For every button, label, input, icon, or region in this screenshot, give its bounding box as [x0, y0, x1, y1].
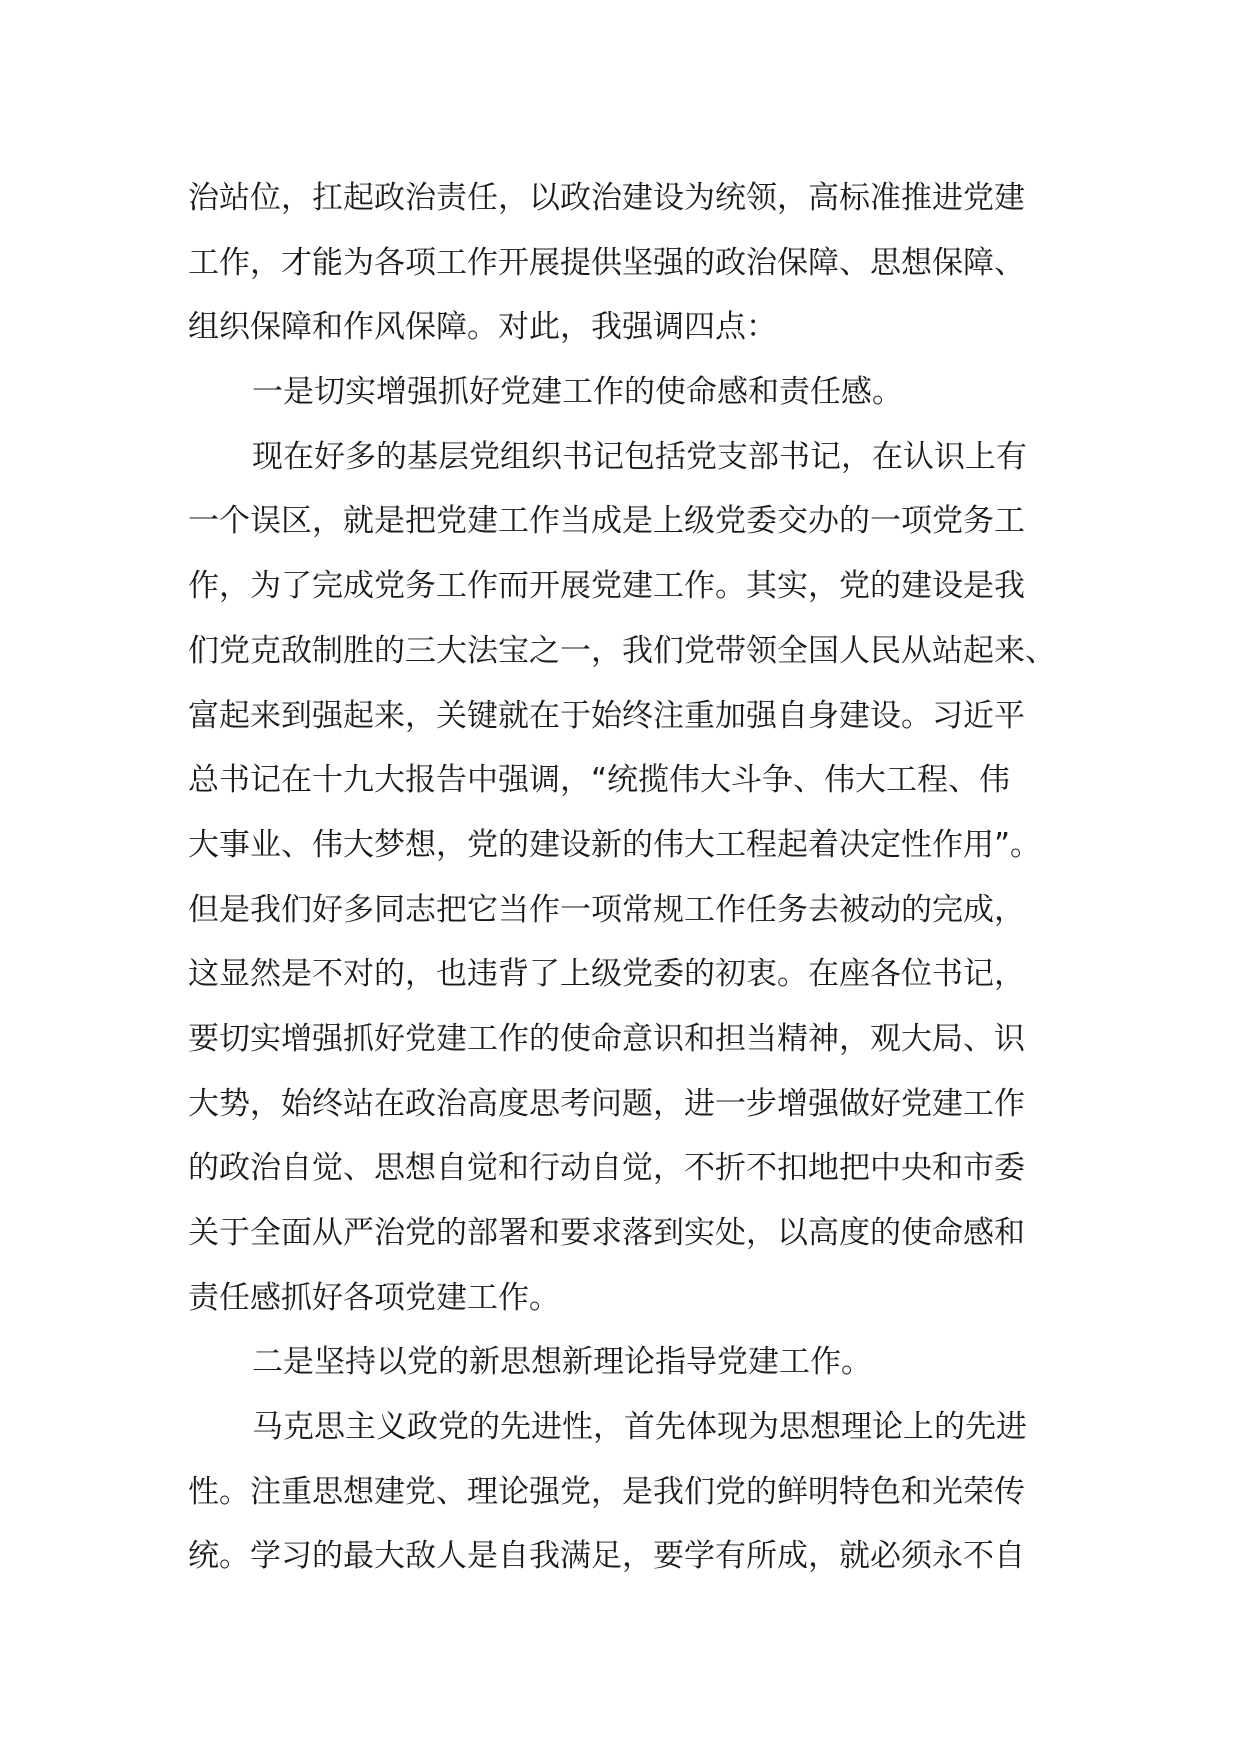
text-line: 工作，才能为各项工作开展提供坚强的政治保障、思想保障、: [188, 244, 1025, 281]
text-line: 责任感抓好各项党建工作。: [188, 1279, 560, 1316]
text-line: 要切实增强抓好党建工作的使命意识和担当精神，观大局、识: [188, 1020, 1025, 1057]
text-line: 富起来到强起来，关键就在于始终注重加强自身建设。习近平: [188, 697, 1025, 734]
text-line: 一个误区，就是把党建工作当成是上级党委交办的一项党务工: [188, 503, 1025, 540]
text-line: 关于全面从严治党的部署和要求落到实处，以高度的使命感和: [188, 1215, 1025, 1251]
text-line: 一是切实增强抓好党建工作的使命感和责任感。: [252, 374, 903, 411]
text-line: 作，为了完成党务工作而开展党建工作。其实，党的建设是我: [188, 568, 1025, 605]
text-line: 性。注重思想建党、理论强党，是我们党的鲜明特色和光荣传: [188, 1473, 1025, 1510]
text-line: 马克思主义政党的先进性，首先体现为思想理论上的先进: [252, 1409, 1027, 1446]
text-line: 大势，始终站在政治高度思考问题，进一步增强做好党建工作: [188, 1085, 1025, 1122]
text-line: 大事业、伟大梦想，党的建设新的伟大工程起着决定性作用”。: [188, 826, 1042, 863]
text-line: 二是坚持以党的新思想新理论指导党建工作。: [252, 1344, 872, 1381]
text-line: 治站位，扛起政治责任，以政治建设为统领，高标准推进党建: [188, 180, 1025, 216]
text-line: 们党克敌制胜的三大法宝之一，我们党带领全国人民从站起来、: [188, 632, 1056, 669]
text-line: 这显然是不对的，也违背了上级党委的初衷。在座各位书记，: [188, 956, 1025, 993]
text-line: 的政治自觉、思想自觉和行动自觉，不折不扣地把中央和市委: [188, 1150, 1025, 1187]
text-line: 但是我们好多同志把它当作一项常规工作任务去被动的完成，: [188, 891, 1025, 928]
text-line: 统。学习的最大敌人是自我满足，要学有所成，就必须永不自: [188, 1538, 1025, 1575]
document-body: [188, 166, 1088, 1589]
text-line: 组织保障和作风保障。对此，我强调四点：: [188, 309, 777, 346]
text-line: 现在好多的基层党组织书记包括党支部书记，在认识上有: [252, 438, 1027, 475]
text-line: 总书记在十九大报告中强调，“统揽伟大斗争、伟大工程、伟: [188, 762, 1011, 799]
